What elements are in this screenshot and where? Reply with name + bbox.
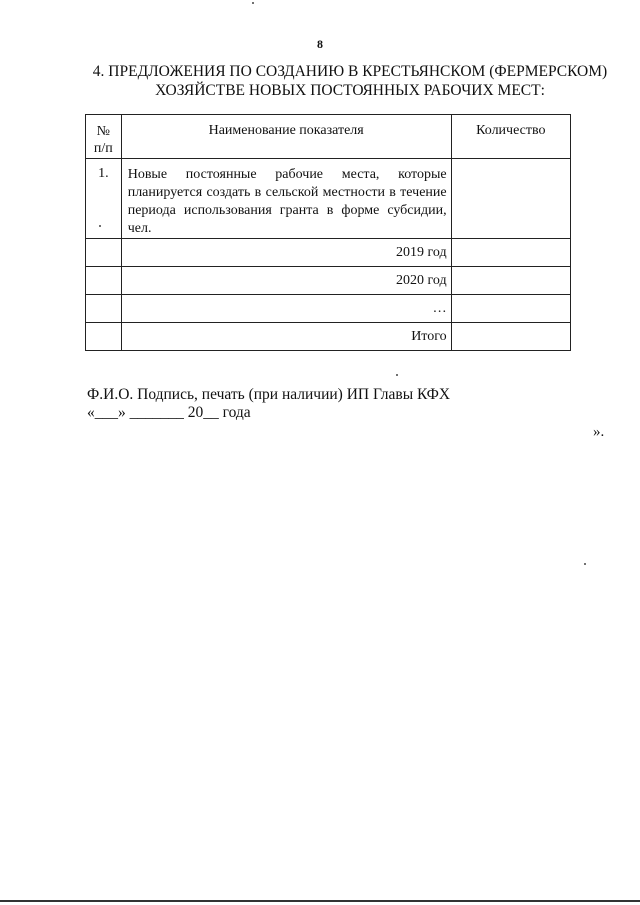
row-name: 2019 год xyxy=(121,239,451,267)
indicators-table xyxy=(85,114,571,351)
header-num-line-1: № xyxy=(96,124,111,139)
row-num: 1. xyxy=(86,159,122,239)
scan-speck xyxy=(396,374,398,376)
header-quantity: Количество xyxy=(451,115,570,159)
row-quantity xyxy=(451,295,570,323)
row-quantity xyxy=(451,323,570,351)
scan-speck xyxy=(252,2,254,4)
header-num xyxy=(86,115,122,159)
row-num xyxy=(86,239,122,267)
row-num xyxy=(86,323,122,351)
scan-speck xyxy=(584,563,586,565)
page-number: 8 xyxy=(317,37,323,51)
section-title-line-1: 4. ПРЕДЛОЖЕНИЯ ПО СОЗДАНИЮ В КРЕСТЬЯНСКОМ (ФЕРМЕРСКОМ) xyxy=(92,63,608,80)
scan-speck xyxy=(99,225,101,227)
row-name: Новые постоянные рабочие места, которые планируется создать в сельской местности в течение периода использования гранта в форме субсидии, чел. xyxy=(121,159,451,239)
section-title-line-2: ХОЗЯЙСТВЕ НОВЫХ ПОСТОЯННЫХ РАБОЧИХ МЕСТ: xyxy=(155,82,545,99)
table-row xyxy=(86,295,571,323)
row-num xyxy=(86,295,122,323)
row-name: … xyxy=(121,295,451,323)
signature-block xyxy=(87,386,450,422)
row-quantity xyxy=(451,239,570,267)
section-title xyxy=(60,62,640,100)
row-quantity xyxy=(451,159,570,239)
signature-line-2: «___» _______ 20__ года xyxy=(87,404,251,421)
table-row xyxy=(86,267,571,295)
row-name: 2020 год xyxy=(121,267,451,295)
closing-quote: ». xyxy=(593,424,605,440)
header-name: Наименование показателя xyxy=(121,115,451,159)
table-row xyxy=(86,159,571,239)
table-row xyxy=(86,323,571,351)
signature-line-1: Ф.И.О. Подпись, печать (при наличии) ИП Главы КФХ xyxy=(87,386,451,403)
row-quantity xyxy=(451,267,570,295)
row-name: Итого xyxy=(121,323,451,351)
table-header-row xyxy=(86,115,571,159)
row-num xyxy=(86,267,122,295)
table-row xyxy=(86,239,571,267)
page-bottom-edge xyxy=(0,900,640,902)
header-num-line-2: п/п xyxy=(93,141,113,156)
